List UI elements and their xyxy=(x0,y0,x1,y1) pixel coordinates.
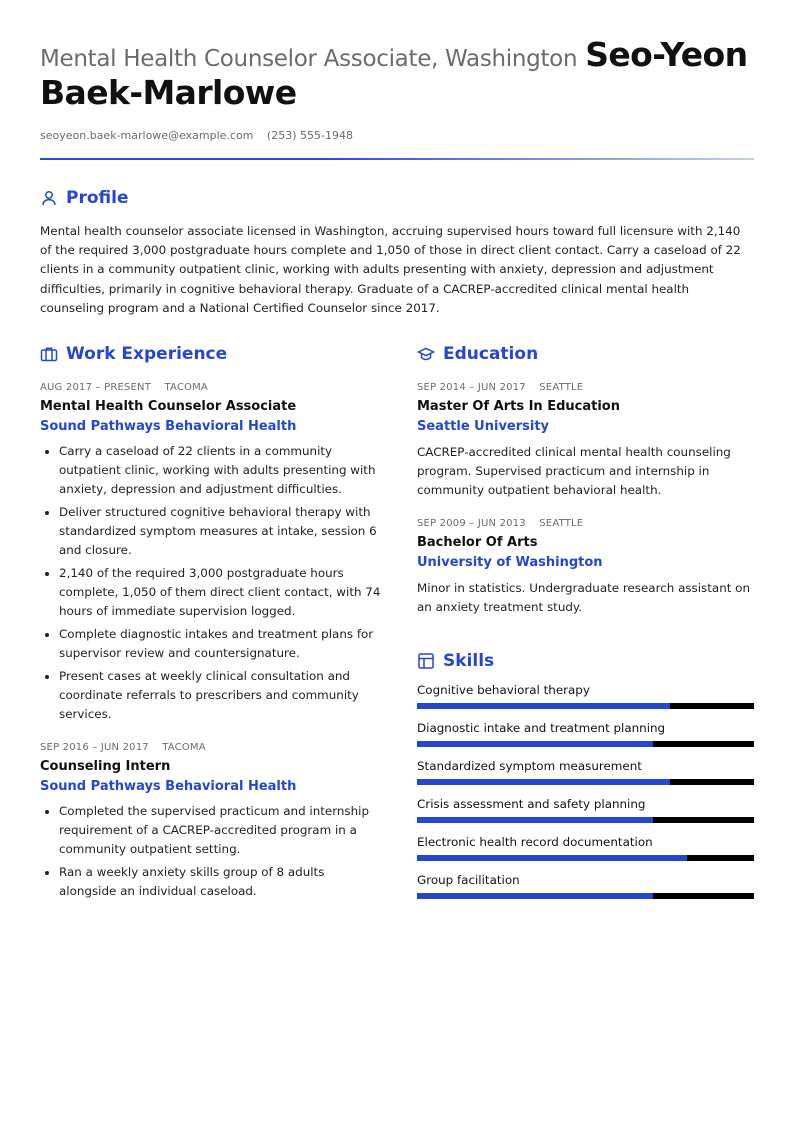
skill-level-fill xyxy=(417,779,670,785)
work-experience-section xyxy=(40,344,381,905)
skill-level-bar xyxy=(417,855,754,861)
list-item: • Completed the supervised practicum and internship requirement of a CACREP-accredited program in a community outpatient setting. xyxy=(59,802,381,859)
skill-item xyxy=(417,797,754,823)
profile-summary: Mental health counselor associate licensed in Washington, accruing supervised hours toward full licensure with 2,140 of the required 3,000 postgraduate hours complete and 1,050 of those in direct client contact. Carry a caseload of 22 clients in a community outpatient clinic, working with adults presenting with anxiety, depression and adjustment difficulties, primarily in cognitive behavioral therapy. Graduate of a CACREP-accredited clinical mental health counseling program and a National Certified Counselor since 2017. xyxy=(40,224,741,315)
skill-level-bar xyxy=(417,779,754,785)
job-entry xyxy=(40,742,381,901)
skill-name: Cognitive behavioral therapy xyxy=(417,683,590,698)
work-experience-heading xyxy=(40,344,381,364)
list-item: • Deliver structured cognitive behavioral therapy with standardized symptom measures at intake, session 6 and closure. xyxy=(59,503,381,560)
right-column xyxy=(417,344,754,905)
profile-title: Profile xyxy=(66,188,129,208)
skill-level-bar xyxy=(417,817,754,823)
skill-level-bar xyxy=(417,703,754,709)
education-location: SEATTLE xyxy=(539,518,584,530)
skill-level-fill xyxy=(417,817,653,823)
education-location: SEATTLE xyxy=(539,382,584,394)
job-meta xyxy=(40,382,381,393)
list-item: • Ran a weekly anxiety skills group of 8 adults alongside an individual caseload. xyxy=(59,863,381,901)
education-description: CACREP-accredited clinical mental health counseling program. Supervised practicum and internship in community outpatient behavioral health. xyxy=(417,445,731,498)
layout-icon xyxy=(417,652,435,670)
education-description: Minor in statistics. Undergraduate research assistant on an anxiety treatment study. xyxy=(417,581,750,615)
job-dates: AUG 2017 – PRESENT xyxy=(40,382,152,394)
employer-name: Sound Pathways Behavioral Health xyxy=(40,419,297,435)
skills-section xyxy=(417,651,754,899)
degree-name: Master Of Arts In Education xyxy=(417,399,620,415)
skill-name: Crisis assessment and safety planning xyxy=(417,797,646,812)
job-title: Counseling Intern xyxy=(40,759,171,775)
job-location: TACOMA xyxy=(162,742,206,754)
skill-level-fill xyxy=(417,703,670,709)
resume-header xyxy=(40,35,754,113)
profile-heading xyxy=(40,188,754,208)
list-item: • Complete diagnostic intakes and treatment plans for supervisor review and countersignature. xyxy=(59,625,381,663)
education-dates: SEP 2014 – JUN 2017 xyxy=(417,382,526,394)
contact-line xyxy=(40,129,754,142)
skill-level-bar xyxy=(417,741,754,747)
job-meta xyxy=(40,742,381,753)
degree-name: Bachelor Of Arts xyxy=(417,535,538,551)
email-link[interactable]: seoyeon.baek-marlowe@example.com xyxy=(40,129,254,142)
graduation-cap-icon xyxy=(417,345,435,363)
employer-name: Sound Pathways Behavioral Health xyxy=(40,779,297,795)
briefcase-icon xyxy=(40,345,58,363)
school-name: Seattle University xyxy=(417,419,550,435)
skill-item xyxy=(417,835,754,861)
profile-section xyxy=(40,188,754,318)
skill-item xyxy=(417,759,754,785)
work-experience-title: Work Experience xyxy=(66,344,228,365)
skills-heading xyxy=(417,651,754,671)
education-heading xyxy=(417,344,754,364)
list-item: • Carry a caseload of 22 clients in a community outpatient clinic, working with adults presenting with anxiety, depression and adjustment difficulties. xyxy=(59,442,381,499)
skill-level-fill xyxy=(417,855,687,861)
skill-name: Diagnostic intake and treatment planning xyxy=(417,721,666,736)
skill-item xyxy=(417,683,754,709)
job-dates: SEP 2016 – JUN 2017 xyxy=(40,742,149,754)
skill-level-fill xyxy=(417,741,653,747)
job-bullets xyxy=(40,442,381,724)
skills-list xyxy=(417,683,754,899)
education-meta xyxy=(417,382,754,393)
education-entry xyxy=(417,382,754,500)
skill-name: Electronic health record documentation xyxy=(417,835,653,850)
job-bullets xyxy=(40,802,381,901)
job-entry xyxy=(40,382,381,724)
education-entry xyxy=(417,518,754,617)
skills-title: Skills xyxy=(443,651,495,672)
skill-level-bar xyxy=(417,893,754,899)
job-role-title: Mental Health Counselor Associate, Washington xyxy=(40,46,578,72)
person-icon xyxy=(40,189,58,207)
skill-item xyxy=(417,873,754,899)
school-name: University of Washington xyxy=(417,555,603,571)
skill-name: Standardized symptom measurement xyxy=(417,759,642,774)
education-title: Education xyxy=(443,344,539,365)
skill-name: Group facilitation xyxy=(417,873,520,888)
education-dates: SEP 2009 – JUN 2013 xyxy=(417,518,526,530)
skill-level-fill xyxy=(417,893,653,899)
header-divider xyxy=(40,158,754,160)
education-meta xyxy=(417,518,754,529)
list-item: • Present cases at weekly clinical consultation and coordinate referrals to prescribers and community services. xyxy=(59,667,381,724)
education-section xyxy=(417,344,754,617)
candidate-name: Seo-Yeon Baek-Marlowe xyxy=(40,35,748,112)
skill-item xyxy=(417,721,754,747)
job-title: Mental Health Counselor Associate xyxy=(40,399,297,415)
phone-number: (253) 555-1948 xyxy=(266,129,353,142)
job-location: TACOMA xyxy=(164,382,208,394)
list-item: • 2,140 of the required 3,000 postgraduate hours complete, 1,050 of them direct client contact, with 74 hours of immediate supervision logged. xyxy=(59,564,381,621)
two-column-body xyxy=(40,344,754,905)
